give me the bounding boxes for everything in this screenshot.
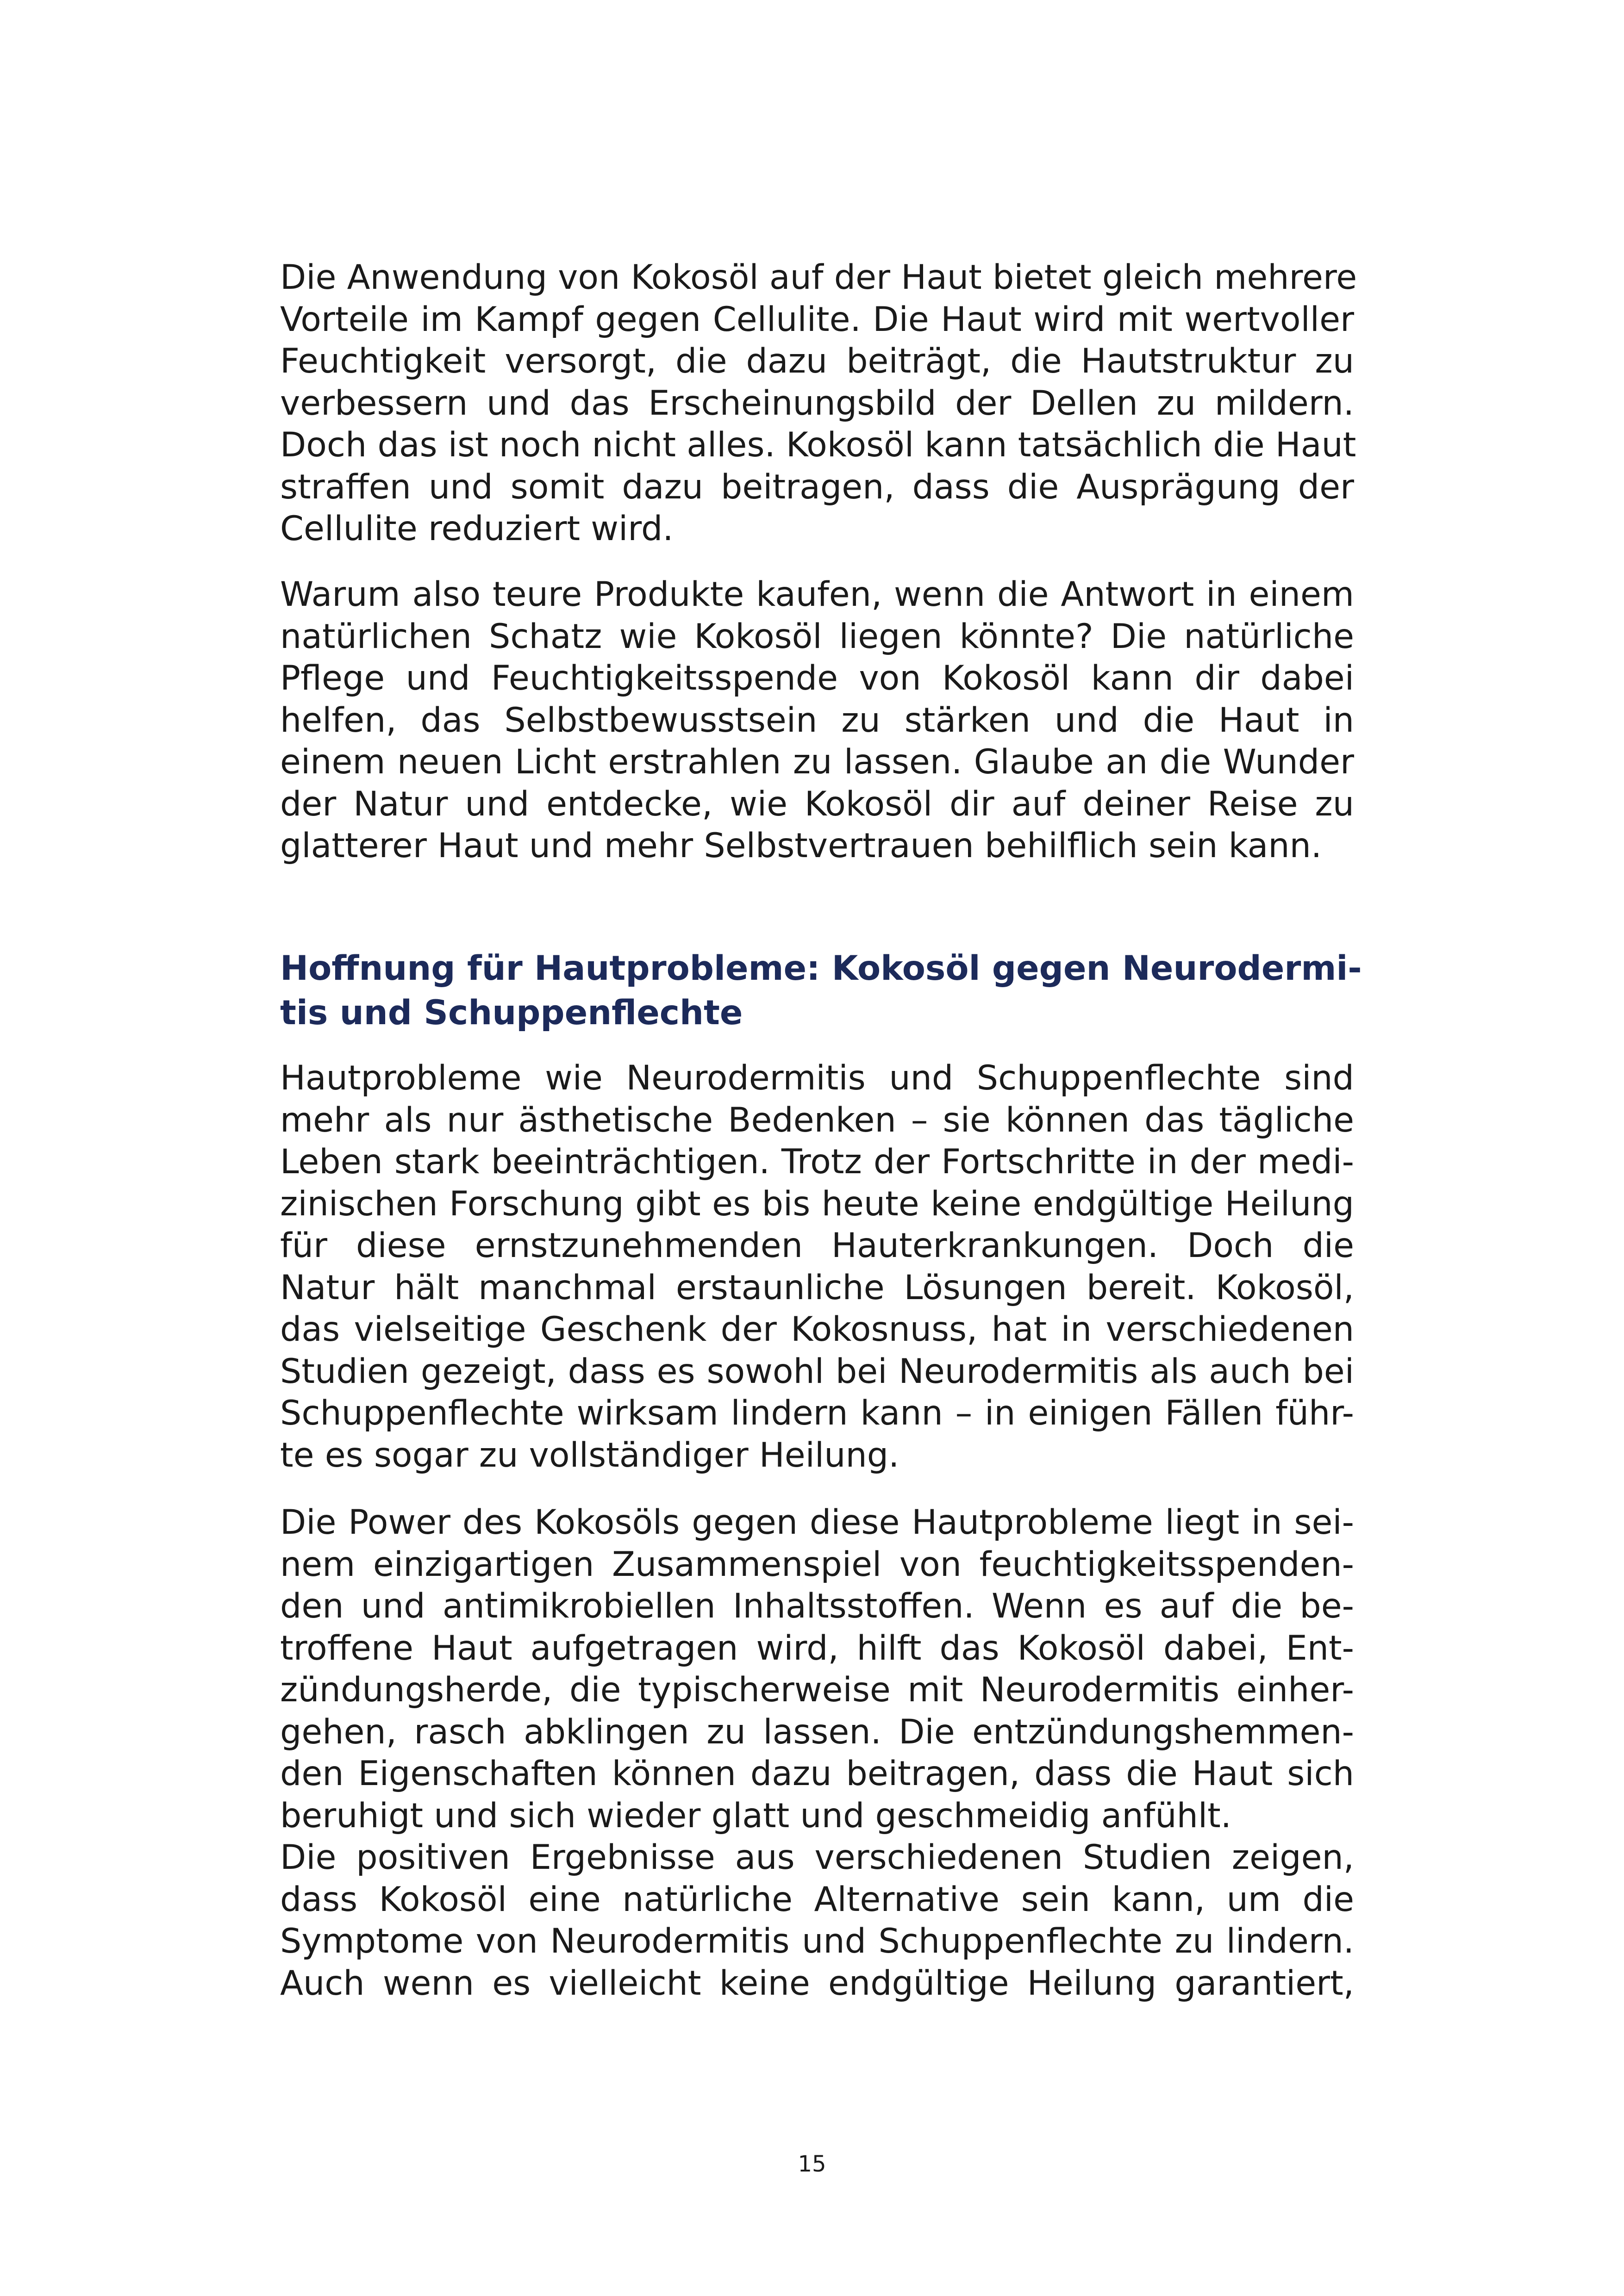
text-line: Schuppenflechte wirksam lindern kann – in einigen Fällen führ-	[280, 1394, 1354, 1433]
text-line: Die Power des Kokosöls gegen diese Hautprobleme liegt in sei-	[280, 1503, 1354, 1542]
text-line: Vorteile im Kampf gegen Cellulite. Die Haut wird mit wertvoller	[280, 299, 1354, 339]
text-line: Natur hält manchmal erstaunliche Lösungen bereit. Kokosöl,	[280, 1268, 1354, 1307]
text-line: Hautprobleme wie Neurodermitis und Schuppenflechte sind	[280, 1058, 1354, 1098]
text-line: helfen, das Selbstbewusstsein zu stärken und die Haut in	[280, 700, 1354, 740]
text-line: gehen, rasch abklingen zu lassen. Die entzündungshemmen-	[280, 1712, 1354, 1752]
heading-line: tis und Schuppenflechte	[280, 993, 743, 1033]
paragraph-natural-treasure	[280, 574, 1354, 867]
text-line: Doch das ist noch nicht alles. Kokosöl kann tatsächlich die Haut	[280, 425, 1356, 465]
text-line: Feuchtigkeit versorgt, die dazu beiträgt, die Hautstruktur zu	[280, 342, 1354, 381]
text-line: beruhigt und sich wieder glatt und geschmeidig anfühlt.	[280, 1796, 1231, 1836]
text-line: troffene Haut aufgetragen wird, hilft das Kokosöl dabei, Ent-	[280, 1628, 1354, 1668]
text-line: Symptome von Neurodermitis und Schuppenflechte zu lindern.	[280, 1922, 1354, 1961]
paragraph-positive-results	[280, 1837, 1354, 2004]
text-line: dass Kokosöl eine natürliche Alternative sein kann, um die	[280, 1879, 1354, 1919]
text-line: straffen und somit dazu beitragen, dass die Ausprägung der	[280, 467, 1354, 507]
paragraph-coconut-power	[280, 1502, 1354, 1837]
text-line: glatterer Haut und mehr Selbstvertrauen behilflich sein kann.	[280, 826, 1322, 865]
text-line: nem einzigartigen Zusammenspiel von feuchtigkeitsspenden-	[280, 1544, 1354, 1584]
text-line: mehr als nur ästhetische Bedenken – sie können das tägliche	[280, 1100, 1354, 1140]
text-line: te es sogar zu vollständiger Heilung.	[280, 1435, 899, 1475]
text-line: den Eigenschaften können dazu beitragen, dass die Haut sich	[280, 1754, 1354, 1793]
text-line: einem neuen Licht erstrahlen zu lassen. Glaube an die Wunder	[280, 742, 1354, 782]
text-line: für diese ernstzunehmenden Hauterkrankungen. Doch die	[280, 1226, 1354, 1265]
text-line: Studien gezeigt, dass es sowohl bei Neurodermitis als auch bei	[280, 1351, 1354, 1391]
text-line: Auch wenn es vielleicht keine endgültige Heilung garantiert,	[280, 1963, 1354, 2003]
text-line: Pflege und Feuchtigkeitsspende von Kokosöl kann dir dabei	[280, 659, 1354, 698]
text-line: Die Anwendung von Kokosöl auf der Haut bietet gleich mehrere	[280, 258, 1357, 297]
text-line: Warum also teure Produkte kaufen, wenn die Antwort in einem	[280, 575, 1354, 614]
heading-line: Hoffnung für Hautprobleme: Kokosöl gegen Neurodermi-	[280, 949, 1362, 988]
text-line: zündungsherde, die typischerweise mit Neurodermitis einher-	[280, 1670, 1354, 1710]
paragraph-skin-problems	[280, 1058, 1354, 1476]
text-line: zinischen Forschung gibt es bis heute keine endgültige Heilung	[280, 1184, 1354, 1224]
text-line: Die positiven Ergebnisse aus verschiedenen Studien zeigen,	[280, 1838, 1354, 1877]
text-line: Cellulite reduziert wird.	[280, 509, 674, 548]
text-line: Leben stark beeinträchtigen. Trotz der Fortschritte in der medi-	[280, 1142, 1354, 1182]
section-heading	[280, 946, 1362, 1035]
text-line: der Natur und entdecke, wie Kokosöl dir auf deiner Reise zu	[280, 784, 1354, 824]
text-line: natürlichen Schatz wie Kokosöl liegen könnte? Die natürliche	[280, 616, 1354, 656]
page-number: 15	[798, 2151, 826, 2177]
text-line: den und antimikrobiellen Inhaltsstoffen. Wenn es auf die be-	[280, 1587, 1354, 1626]
text-line: das vielseitige Geschenk der Kokosnuss, hat in verschiedenen	[280, 1310, 1354, 1349]
text-line: verbessern und das Erscheinungsbild der Dellen zu mildern.	[280, 383, 1354, 423]
paragraph-cellulite-benefits	[280, 257, 1357, 550]
